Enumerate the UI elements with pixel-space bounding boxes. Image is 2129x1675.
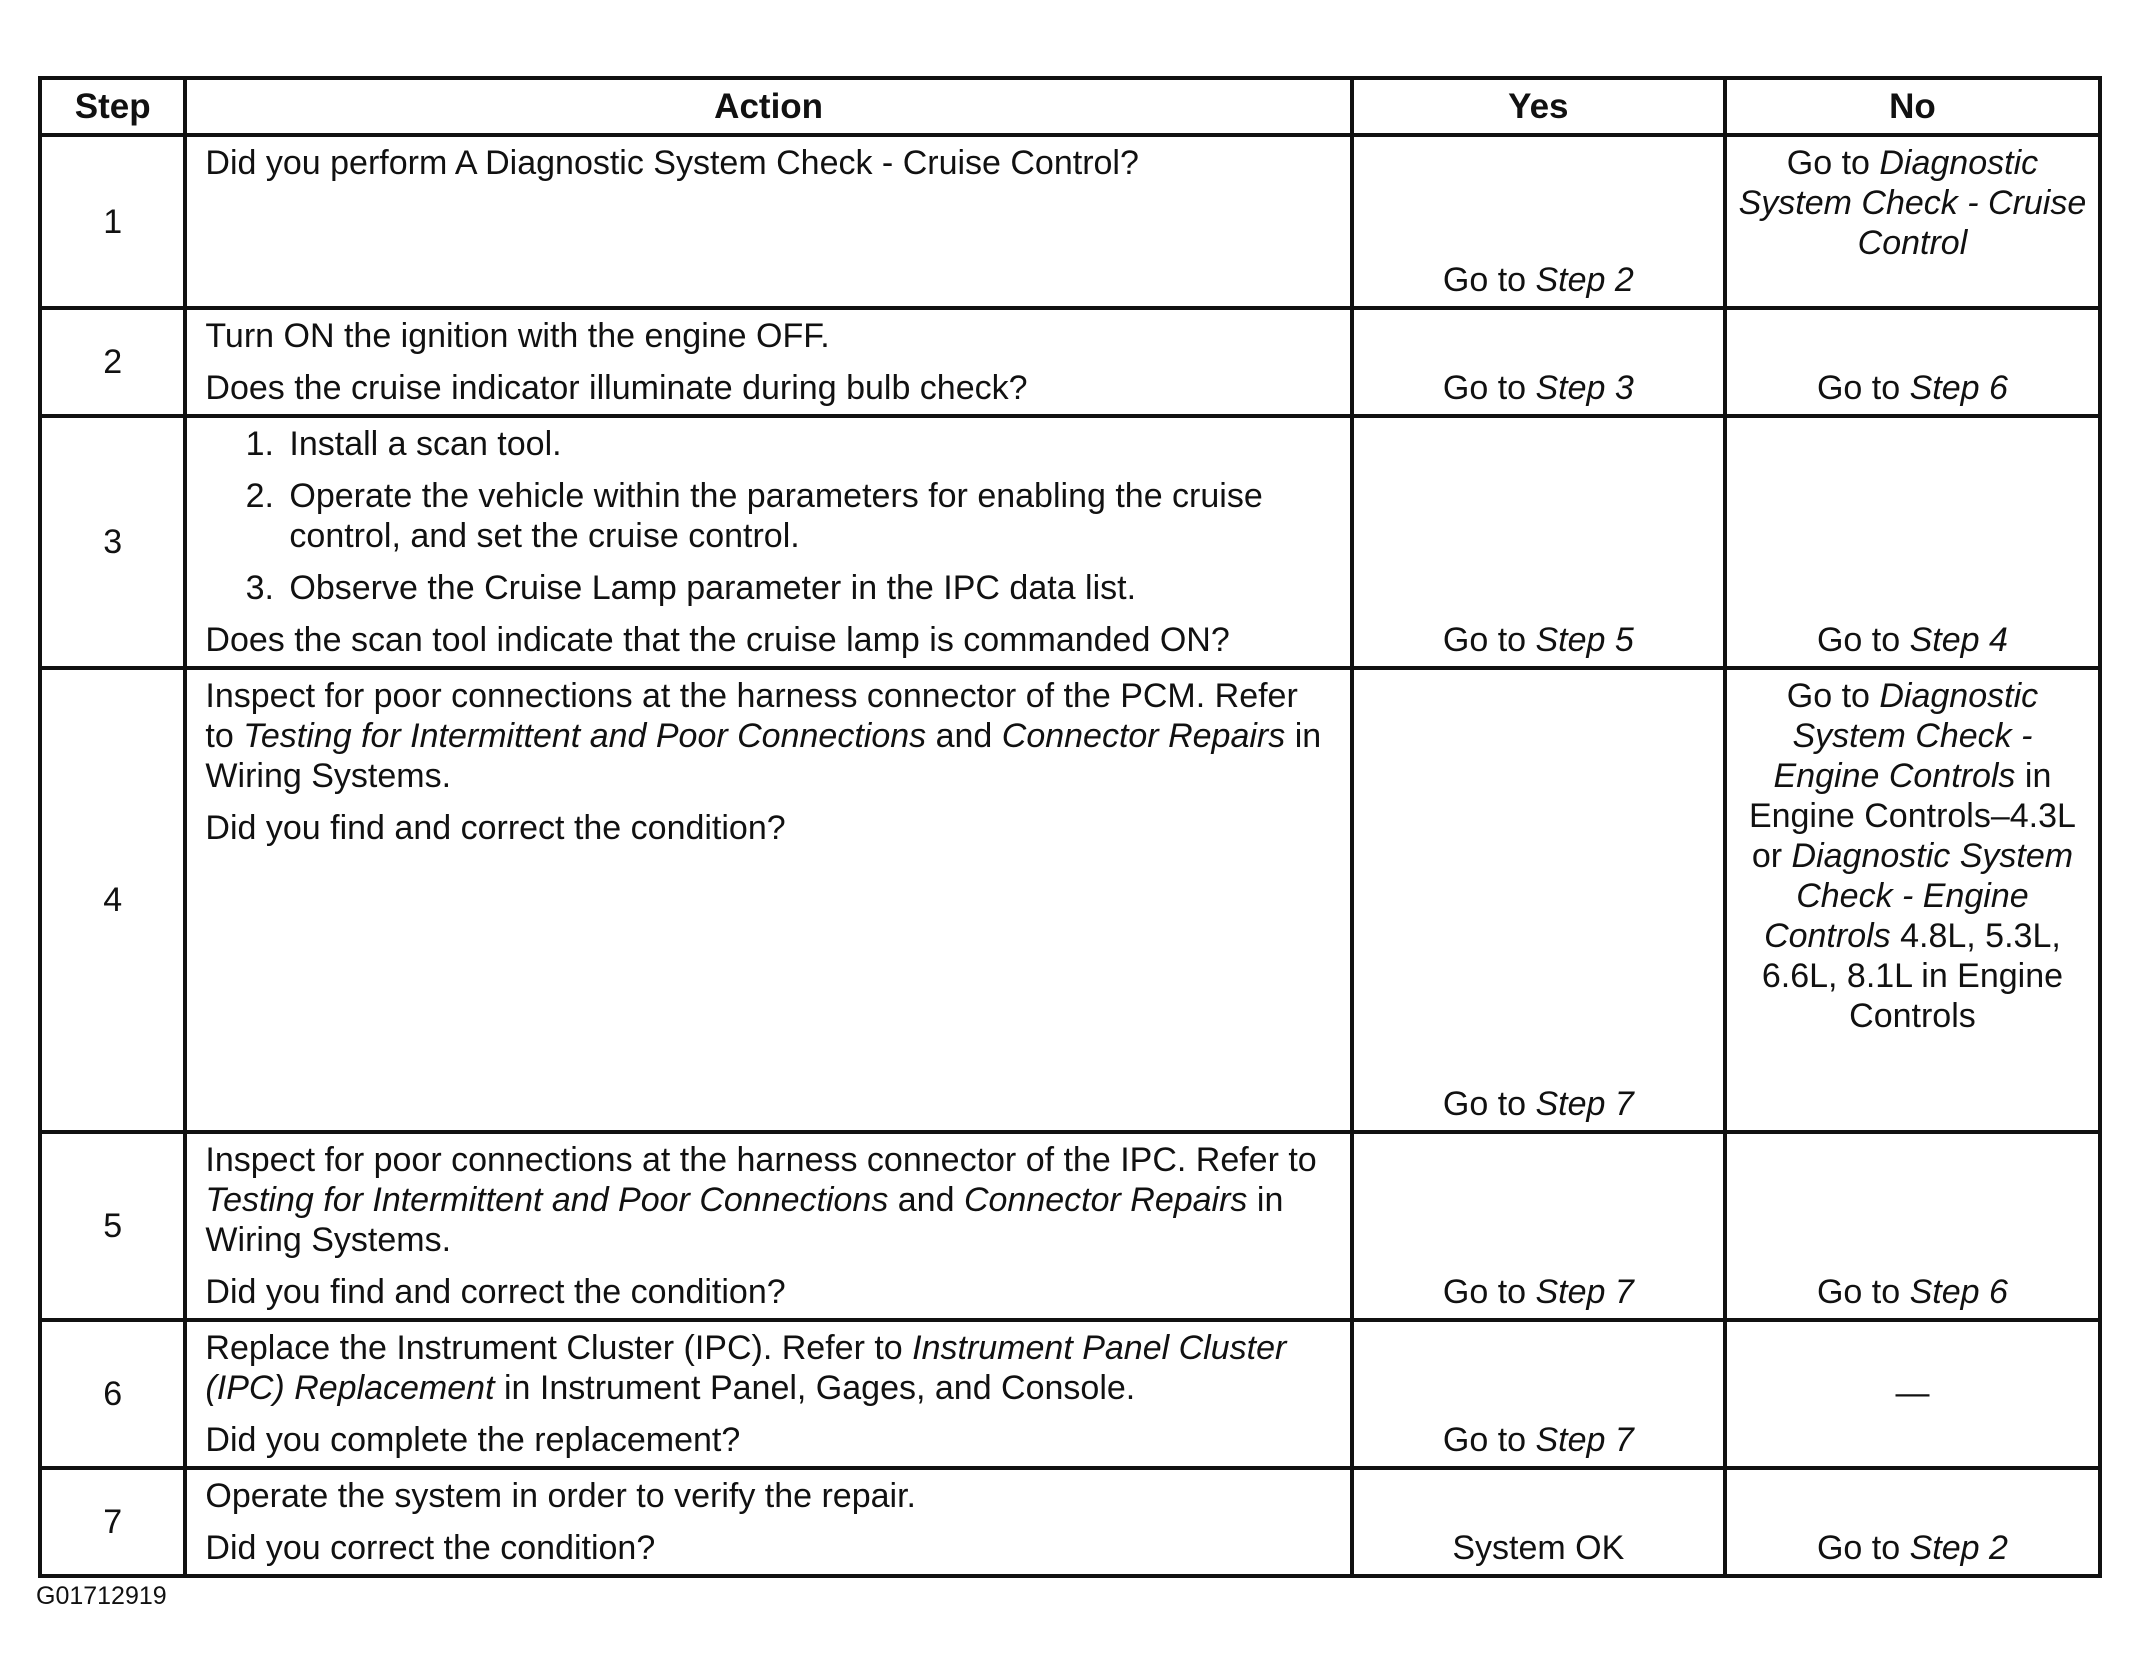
no-prefix: Go to bbox=[1786, 144, 1880, 182]
action-question: Did you find and correct the condition? bbox=[205, 1273, 786, 1311]
table-row bbox=[40, 416, 2100, 668]
action-text-part: in Instrument Panel, Gages, and Console. bbox=[494, 1369, 1136, 1407]
no-cell bbox=[1725, 1132, 2100, 1320]
no-prefix: Go to bbox=[1816, 1273, 1910, 1311]
table-row bbox=[40, 308, 2100, 416]
no-cell bbox=[1725, 308, 2100, 416]
yes-result: System OK bbox=[1452, 1529, 1625, 1567]
no-cell bbox=[1725, 668, 2100, 1132]
table-row bbox=[40, 668, 2100, 1132]
yes-cell bbox=[1352, 1468, 1725, 1576]
yes-prefix: Go to bbox=[1442, 261, 1536, 299]
no-step-link[interactable]: Step 4 bbox=[1909, 621, 2008, 659]
no-prefix: Go to bbox=[1816, 1529, 1910, 1567]
reference-link[interactable]: Testing for Intermittent and Poor Connections bbox=[243, 717, 927, 755]
no-prefix: Go to bbox=[1816, 369, 1910, 407]
table-row bbox=[40, 1132, 2100, 1320]
step-number: 6 bbox=[40, 1320, 185, 1468]
action-text-part: Inspect for poor connections at the harness connector of the PCM. Refer to bbox=[205, 677, 1298, 755]
action-cell bbox=[185, 416, 1351, 668]
action-cell bbox=[185, 1132, 1351, 1320]
header-yes: Yes bbox=[1352, 78, 1725, 135]
action-text bbox=[205, 1140, 1331, 1260]
yes-cell bbox=[1352, 135, 1725, 308]
action-question: Did you find and correct the condition? bbox=[205, 809, 786, 847]
action-question: Does the scan tool indicate that the cruise lamp is commanded ON? bbox=[205, 621, 1230, 659]
yes-prefix: Go to bbox=[1442, 1273, 1536, 1311]
no-step-link[interactable]: Step 2 bbox=[1909, 1529, 2008, 1567]
action-text bbox=[205, 1328, 1331, 1408]
yes-step-link[interactable]: Step 5 bbox=[1535, 621, 1634, 659]
no-cell bbox=[1725, 135, 2100, 308]
action-cell bbox=[185, 668, 1351, 1132]
yes-step-link[interactable]: Step 2 bbox=[1535, 261, 1634, 299]
no-step-link[interactable]: Step 6 bbox=[1909, 1273, 2008, 1311]
yes-step-link[interactable]: Step 7 bbox=[1535, 1421, 1634, 1459]
no-prefix: Go to bbox=[1816, 621, 1910, 659]
yes-step-link[interactable]: Step 3 bbox=[1535, 369, 1634, 407]
yes-step-link[interactable]: Step 7 bbox=[1535, 1273, 1634, 1311]
action-text-part: in Wiring Systems. bbox=[205, 1181, 1284, 1259]
yes-cell bbox=[1352, 1320, 1725, 1468]
step-number: 2 bbox=[40, 308, 185, 416]
table-row bbox=[40, 135, 2100, 308]
action-text: Turn ON the ignition with the engine OFF. bbox=[205, 317, 830, 355]
header-action: Action bbox=[185, 78, 1351, 135]
yes-prefix: Go to bbox=[1442, 1085, 1536, 1123]
no-reference[interactable]: Diagnostic System Check - Engine Controls bbox=[1773, 677, 2039, 795]
action-text: Did you perform A Diagnostic System Check - Cruise Control? bbox=[205, 144, 1139, 182]
step-number: 3 bbox=[40, 416, 185, 668]
action-text-part: and bbox=[888, 1181, 964, 1219]
step-number: 5 bbox=[40, 1132, 185, 1320]
no-cell bbox=[1725, 1320, 2100, 1468]
action-cell bbox=[185, 135, 1351, 308]
action-text-part: in Wiring Systems. bbox=[205, 717, 1322, 795]
header-row bbox=[40, 78, 2100, 135]
yes-cell bbox=[1352, 416, 1725, 668]
reference-link[interactable]: Instrument Panel Cluster (IPC) Replacement bbox=[205, 1329, 1287, 1407]
action-text: Operate the system in order to verify the repair. bbox=[205, 1477, 916, 1515]
step-number: 1 bbox=[40, 135, 185, 308]
yes-prefix: Go to bbox=[1442, 1421, 1536, 1459]
header-no: No bbox=[1725, 78, 2100, 135]
list-item: 1. Install a scan tool. bbox=[283, 424, 1331, 464]
yes-prefix: Go to bbox=[1442, 369, 1536, 407]
no-text-part: in Engine Controls–4.3L or bbox=[1748, 757, 2076, 875]
no-cell bbox=[1725, 416, 2100, 668]
no-reference[interactable]: Diagnostic System Check - Engine Controls bbox=[1764, 837, 2074, 955]
action-cell bbox=[185, 1320, 1351, 1468]
table-row bbox=[40, 1468, 2100, 1576]
yes-cell bbox=[1352, 1132, 1725, 1320]
no-step-link[interactable]: Step 6 bbox=[1909, 369, 2008, 407]
action-text-part: and bbox=[926, 717, 1002, 755]
reference-link[interactable]: Connector Repairs bbox=[1001, 717, 1286, 755]
figure-id: G01712919 bbox=[36, 1582, 167, 1610]
procedure-list bbox=[205, 424, 1331, 608]
yes-cell bbox=[1352, 668, 1725, 1132]
action-question: Did you correct the condition? bbox=[205, 1529, 656, 1567]
no-prefix: Go to bbox=[1786, 677, 1880, 715]
action-cell bbox=[185, 1468, 1351, 1576]
step-number: 4 bbox=[40, 668, 185, 1132]
action-text bbox=[205, 676, 1331, 796]
list-item: 3. Observe the Cruise Lamp parameter in the IPC data list. bbox=[283, 568, 1331, 608]
diagnostic-table bbox=[38, 76, 2102, 1578]
action-question: Does the cruise indicator illuminate during bulb check? bbox=[205, 369, 1028, 407]
action-text-part: Replace the Instrument Cluster (IPC). Refer to bbox=[205, 1329, 913, 1367]
reference-link[interactable]: Connector Repairs bbox=[963, 1181, 1248, 1219]
yes-cell bbox=[1352, 308, 1725, 416]
yes-prefix: Go to bbox=[1442, 621, 1536, 659]
action-cell bbox=[185, 308, 1351, 416]
step-number: 7 bbox=[40, 1468, 185, 1576]
header-step: Step bbox=[40, 78, 185, 135]
action-question: Did you complete the replacement? bbox=[205, 1421, 741, 1459]
no-dash: — bbox=[1895, 1374, 1930, 1412]
table-row bbox=[40, 1320, 2100, 1468]
no-text-part: 4.8L, 5.3L, 6.6L, 8.1L in Engine Controls bbox=[1761, 917, 2064, 1035]
no-reference[interactable]: Diagnostic System Check - Cruise Control bbox=[1738, 144, 2087, 262]
no-cell bbox=[1725, 1468, 2100, 1576]
yes-step-link[interactable]: Step 7 bbox=[1535, 1085, 1634, 1123]
action-text-part: Inspect for poor connections at the harness connector of the IPC. Refer to bbox=[205, 1141, 1317, 1179]
list-item: 2. Operate the vehicle within the parameters for enabling the cruise control, and set the cruise control. bbox=[283, 476, 1331, 556]
reference-link[interactable]: Testing for Intermittent and Poor Connections bbox=[205, 1181, 889, 1219]
